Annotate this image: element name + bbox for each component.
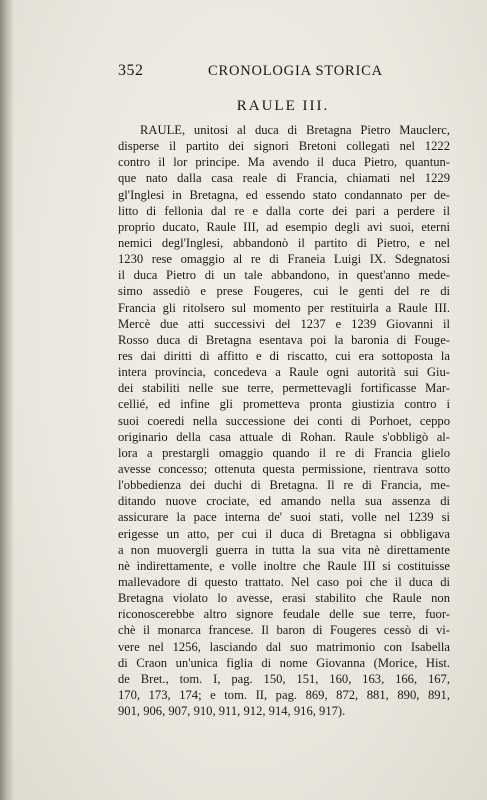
running-head: CRONOLOGIA STORICA — [208, 63, 383, 79]
text-line: vere nel 1256, lasciando dal suo matrimonio con Isabella — [118, 639, 450, 654]
text-line: RAULE, unitosi al duca di Bretagna Pietro Mauclerc, — [140, 123, 450, 137]
text-line: nemici degl'Inglesi, abbandonò il partito di Pietro, e nel — [118, 235, 450, 250]
text-line: Francia gli ritolsero sul momento per restituirla a Raule III. — [118, 300, 450, 315]
page-number: 352 — [118, 62, 144, 79]
text-line: gl'Inglesi in Bretagna, ed essendo stato condannato per de- — [118, 187, 450, 202]
text-line: a non muovergli guerra in tutta la sua vita nè direttamente — [118, 542, 450, 557]
text-line: assicurare la pace interna de' suoi stati, volle nel 1239 si — [118, 510, 450, 525]
text-line: lora a prestargli omaggio quando il re di Francia glielo — [118, 445, 450, 460]
text-line: de Bret., tom. I, pag. 150, 151, 160, 163, 166, 167, — [118, 671, 450, 686]
text-line: suoi coeredi nella successione dei conti di Porhoet, ceppo — [118, 413, 450, 428]
text-line: chè il monarca francese. Il baron di Fougeres cessò di vi- — [118, 623, 450, 638]
text-line: il duca Pietro di un tale abbandono, in quest'anno mede- — [118, 268, 450, 283]
text-line: dei stabiliti nelle sue terre, permettevagli fortificasse Mar- — [118, 381, 450, 396]
text-line: 1230 rese omaggio al re di Franeia Luigi IX. Sdegnatosi — [118, 252, 450, 267]
text-line: erigesse un atto, per cui il duca di Bretagna si obbligava — [118, 526, 450, 541]
section-title: RAULE III. — [236, 98, 330, 114]
text-line: avesse concesso; ottenuta questa permissione, rientrava sotto — [118, 461, 450, 476]
text-line: litto di fellonia dal re e dalla corte dei pari a perdere il — [118, 203, 450, 218]
page-gutter-shadow — [0, 0, 14, 800]
text-line: nè indirettamente, e volle inoltre che Raule III si costituisse — [118, 558, 450, 573]
text-line: contro il lor principe. Ma avendo il duca Pietro, quantun- — [118, 155, 450, 170]
text-line: que nato dalla casa reale di Francia, chiamati nel 1229 — [118, 171, 450, 186]
text-line: l'obbedienza dei duchi di Bretagna. Il re di Francia, me- — [118, 478, 450, 493]
text-line: riconoscerebbe altro signore feudale delle sue terre, fuor- — [118, 607, 450, 622]
text-line: proprio ducato, Raule III, ad esempio degli avi suoi, eterni — [118, 219, 450, 234]
page-header — [118, 62, 448, 84]
text-line: res dai diritti di affitto e di riscatto, cui era sottoposta la — [118, 348, 450, 363]
text-line: intera provincia, concedeva a Raule ogni autorità sui Giu- — [118, 365, 450, 380]
text-line: disperse il partito dei signori Bretoni collegati nel 1222 — [118, 139, 450, 154]
text-line: ditando nuove crociate, ed amando nella sua assenza di — [118, 494, 450, 509]
body-text — [118, 122, 450, 719]
text-line: simo assediò e prese Fougeres, cui le genti del re di — [118, 284, 450, 299]
text-line: di Craon un'unica figlia di nome Giovanna (Morice, Hist. — [118, 655, 450, 670]
text-line: Mercè due atti successivi del 1237 e 1239 Giovanni il — [118, 316, 450, 331]
text-line: mallevadore di questo trattato. Nel caso poi che il duca di — [118, 574, 450, 589]
text-line: Bretagna violato lo avesse, erasi stabilito che Raule non — [118, 591, 450, 606]
text-line: Rosso duca di Bretagna esentava poi la baronia di Fouge- — [118, 332, 450, 347]
text-line: originario della casa attuale di Rohan. Raule s'obbligò al- — [118, 429, 450, 444]
text-line: 170, 173, 174; e tom. II, pag. 869, 872, 881, 890, 891, — [118, 687, 450, 702]
text-line: cellié, ed infine gli prometteva pronta giustizia contro i — [118, 397, 450, 412]
text-line: 901, 906, 907, 910, 911, 912, 914, 916, 917). — [118, 704, 346, 719]
